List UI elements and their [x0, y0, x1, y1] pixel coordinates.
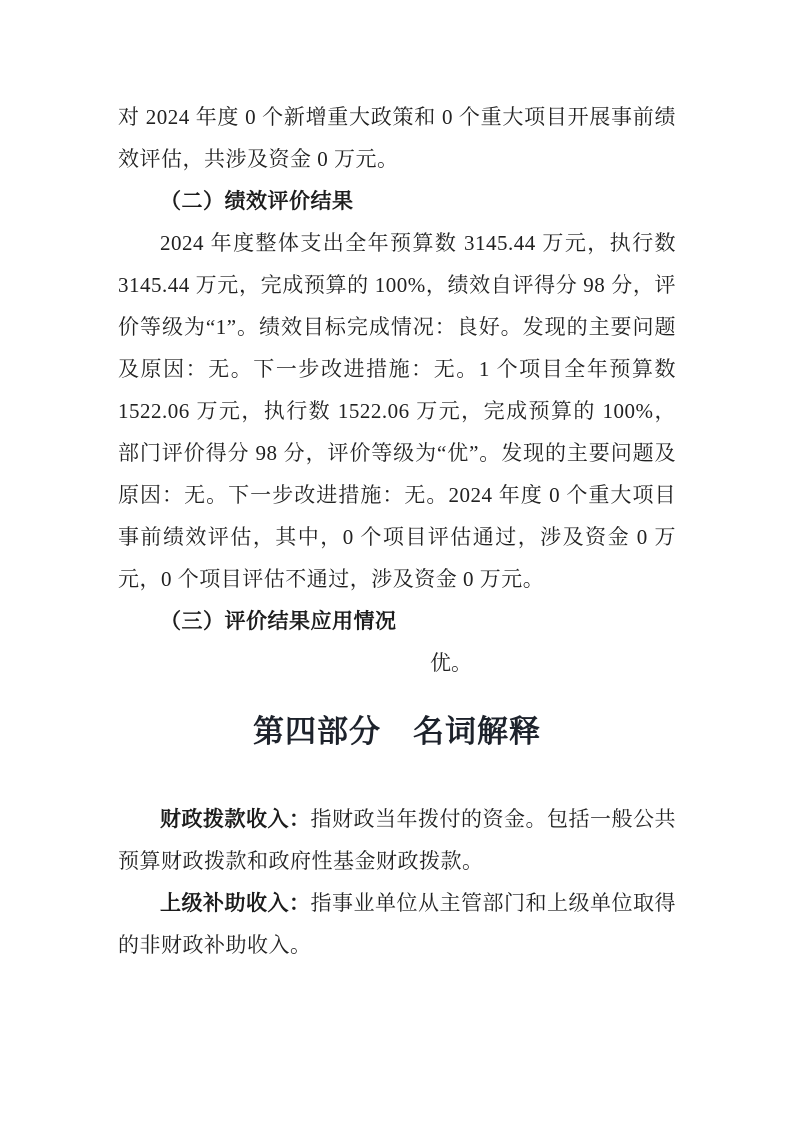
section-heading-result-application: （三）评价结果应用情况: [160, 609, 397, 633]
definition-superior-subsidy-income: 指事业单位从主管部门和上级单位取得的非财政补助收入。: [118, 891, 676, 957]
paragraph-performance-evaluation-results: 2024 年度整体支出全年预算数 3145.44 万元，执行数 3145.44 万元，完成预算的 100%，绩效自评得分 98 分，评价等级为“1”。绩效目标完成情况：良好。发现的主要问题及原因：无。下一步改进措施：无。1 个项目全年预算数 1522.06 万元，执行数 1522.06 万元，完成预算的 100%，部门评价得分 98 分，评价等级为“优”。发现的主要问题及原因：无。下一步改进措施：无。2024 年度 0 个重大项目事前绩效评估，其中，0 个项目评估通过，涉及资金 0 万元，0 个项目评估不通过，涉及资金 0 万元。: [118, 231, 676, 591]
term-superior-subsidy-income: 上级补助收入：: [160, 891, 311, 915]
term-definition-fiscal-appropriation: [118, 798, 676, 882]
term-fiscal-appropriation-income: 财政拨款收入：: [160, 807, 311, 831]
definition-fiscal-appropriation-income: 指财政当年拨付的资金。包括一般公共预算财政拨款和政府性基金财政拨款。: [118, 807, 676, 873]
part4-title: 第四部分 名词解释: [253, 714, 541, 749]
section-heading-performance-evaluation-results: （二）绩效评价结果: [160, 189, 354, 213]
result-application-value: 优。: [430, 651, 472, 675]
paragraph-pre-evaluation: 对 2024 年度 0 个新增重大政策和 0 个重大项目开展事前绩效评估，共涉及资金 0 万元。: [118, 105, 676, 171]
term-definition-superior-subsidy: [118, 882, 676, 966]
